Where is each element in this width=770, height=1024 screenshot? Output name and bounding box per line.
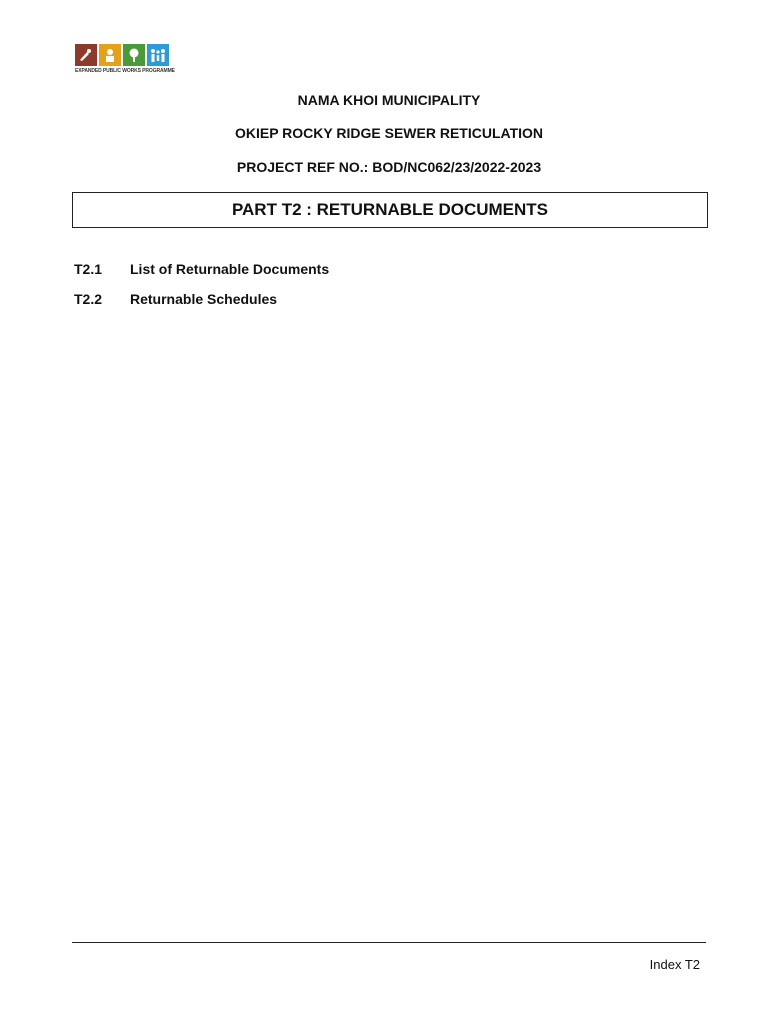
- part-title: PART T2 : RETURNABLE DOCUMENTS: [231, 200, 549, 219]
- farmer-icon: [99, 44, 121, 66]
- municipality-heading: NAMA KHOI MUNICIPALITY: [297, 92, 481, 108]
- item-number: T2.1: [74, 261, 103, 277]
- item-number: T2.2: [74, 291, 103, 307]
- footer-page-label: Index T2: [649, 957, 700, 972]
- item-label: List of Returnable Documents: [130, 261, 330, 277]
- logo-tiles: [75, 44, 175, 66]
- logo-caption: EXPANDED PUBLIC WORKS PROGRAMME: [75, 68, 175, 74]
- footer-divider: [72, 942, 706, 943]
- project-reference: PROJECT REF NO.: BOD/NC062/23/2022-2023: [236, 159, 542, 175]
- item-label: Returnable Schedules: [130, 291, 278, 307]
- worker-icon: [75, 44, 97, 66]
- tree-icon: [123, 44, 145, 66]
- family-icon: [147, 44, 169, 66]
- list-item: [74, 261, 329, 277]
- epwp-logo: [75, 44, 175, 78]
- part-title-box: [72, 192, 708, 228]
- list-item: [74, 291, 277, 307]
- project-heading: OKIEP ROCKY RIDGE SEWER RETICULATION: [234, 125, 544, 141]
